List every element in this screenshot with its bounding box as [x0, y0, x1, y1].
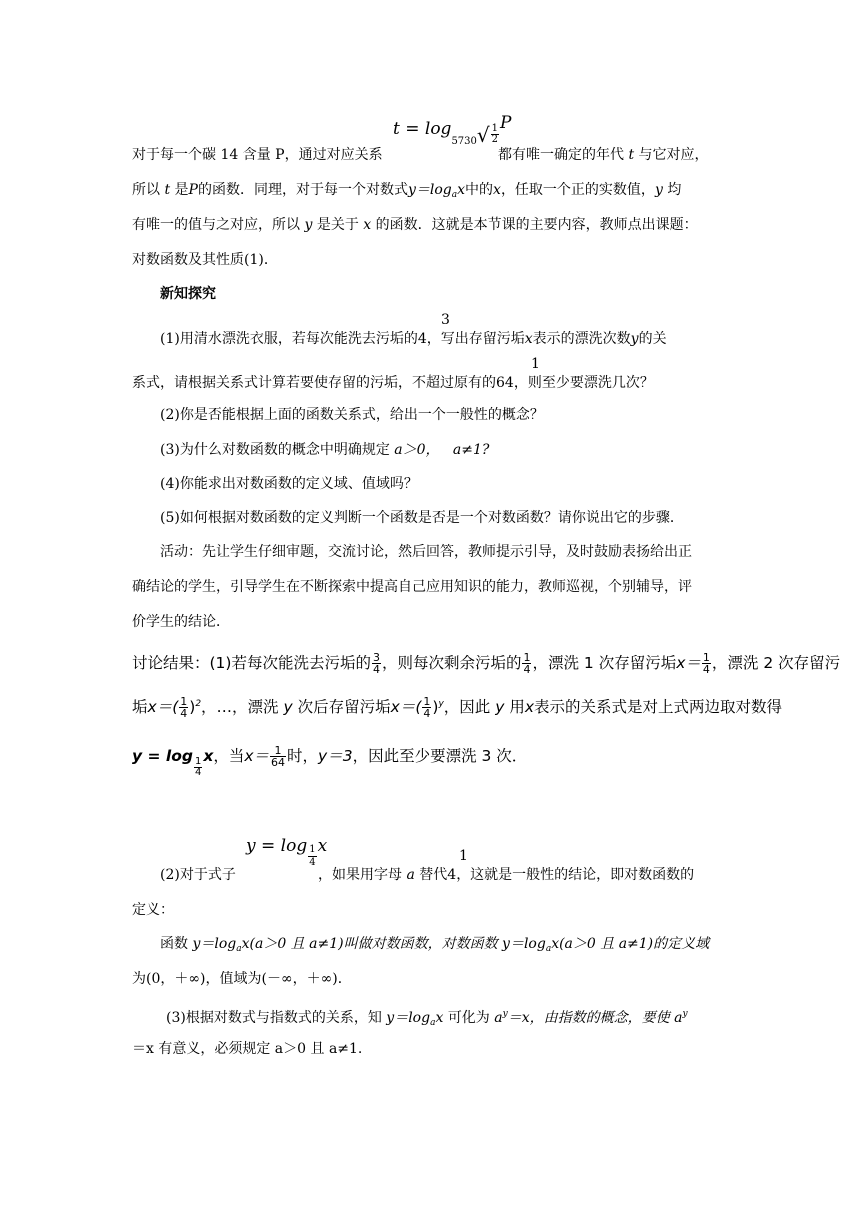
- formula-y-log: y = log $\frac{1}{4}$ x: [246, 836, 328, 868]
- para1-line3: 有唯一的值与之对应，所以 y 是关于 x 的函数．这就是本节课的主要内容，教师点出课题：: [132, 217, 698, 233]
- formula-base: 5730: [451, 136, 477, 147]
- para1-line2: 所以 t 是P的函数．同理，对于每一个对数式$y=\log_ax$中的x，任取一个正的实数值，y 均: [132, 182, 682, 200]
- q1-line1: (1)用清水漂洗衣服，若每次能洗去污垢的4，写出存留污垢x表示的漂洗次数y的关: [160, 331, 667, 347]
- definition-line2: 为(0，＋∞)，值域为(－∞，＋∞)．: [132, 971, 352, 987]
- root-fraction: $\frac{1}{2}$: [491, 123, 499, 145]
- formula-t-log: [393, 113, 511, 147]
- activity-line3: 价学生的结论．: [132, 614, 230, 630]
- fraction-numerator-1: 1: [531, 356, 540, 372]
- para1-line1b: 都有唯一确定的年代 t 与它对应，: [498, 147, 709, 163]
- ans2-line1b: ，如果用字母 a 替代4，这就是一般性的结论，即对数函数的: [318, 867, 695, 883]
- section-heading: 新知探究: [160, 286, 216, 302]
- discussion-line2: 垢x＝( $\frac{1}{4}$ )$^2$，…，漂洗 y 次后存留污垢x＝( $\frac{1}{4}$ )$^y$，因此 y 用x表示的关系式是对上式两边取对数得: [132, 695, 783, 720]
- log-base-1-4: $\frac{1}{4}$: [194, 756, 202, 778]
- fraction-3-4: $\frac{3}{4}$: [372, 651, 380, 676]
- formula-arg: P: [500, 113, 512, 133]
- para1-line1: 对于每一个碳 14 含量 P，通过对应关系: [132, 147, 383, 163]
- fraction-numerator-3: 3: [441, 312, 450, 328]
- fraction-1-4: $\frac{1}{4}$: [523, 651, 531, 676]
- fraction-1-4-c: $\frac{1}{4}$: [180, 695, 188, 720]
- root-sign: √: [476, 123, 490, 147]
- q1-line2: 系式，请根据关系式计算若要使存留的污垢，不超过原有的64，则至少要漂洗几次？: [132, 375, 654, 391]
- question-3: (3)为什么对数函数的概念中明确规定 a＞0， a≠1?: [160, 442, 490, 458]
- formula2-base: $\frac{1}{4}$: [309, 844, 316, 868]
- activity-line1: 活动：先让学生仔细审题，交流讨论，然后回答，教师提示引导，及时鼓励表扬给出正: [160, 544, 692, 560]
- ans3-line1: (3)根据对数式与指数式的关系，知 $y=\log_ax$ 可化为 $a^y=x$，由指数的概念，要使 $a^y$: [166, 1009, 688, 1028]
- question-4: (4)你能求出对数函数的定义域、值域吗？: [160, 476, 418, 492]
- fraction-1-4-d: $\frac{1}{4}$: [423, 695, 431, 720]
- formula-lhs: t = log: [393, 119, 452, 139]
- ans2-line2: 定义：: [132, 902, 174, 918]
- ans3-line2: ＝x 有意义，必须规定 a＞0 且 a≠1.: [132, 1041, 363, 1057]
- activity-line2: 确结论的学生，引导学生在不断探索中提高自己应用知识的能力，教师巡视，个别辅导，评: [132, 579, 692, 595]
- fraction-1-64: $\frac{1}{64}$: [271, 744, 286, 769]
- discussion-line1: 讨论结果：(1)若每次能洗去污垢的 $\frac{3}{4}$ ，则每次剩余污垢的 $\frac{1}{4}$ ，漂洗 1 次存留污垢x＝ $\frac{1}{4}$ ，漂洗 2 次存留污: [132, 651, 841, 676]
- definition-line1: 函数 $y=\log_ax(a>0$ 且 a≠1)叫做对数函数，对数函数 $y=\log_ax(a>0$ 且 a≠1)的定义域: [160, 936, 710, 954]
- ans2-numerator-1: 1: [459, 848, 468, 864]
- ans2-line1a: (2)对于式子: [160, 867, 236, 883]
- discussion-line3: y = log $\frac{1}{4}$ x，当x＝ $\frac{1}{64}$ 时，y＝3，因此至少要漂洗 3 次．: [132, 744, 528, 778]
- question-5: (5)如何根据对数函数的定义判断一个函数是否是一个对数函数？请你说出它的步骤．: [160, 510, 684, 526]
- fraction-1-4-b: $\frac{1}{4}$: [702, 651, 710, 676]
- question-2: (2)你是否能根据上面的函数关系式，给出一个一般性的概念？: [160, 407, 544, 423]
- para1-line4: 对数函数及其性质(1)．: [132, 252, 278, 268]
